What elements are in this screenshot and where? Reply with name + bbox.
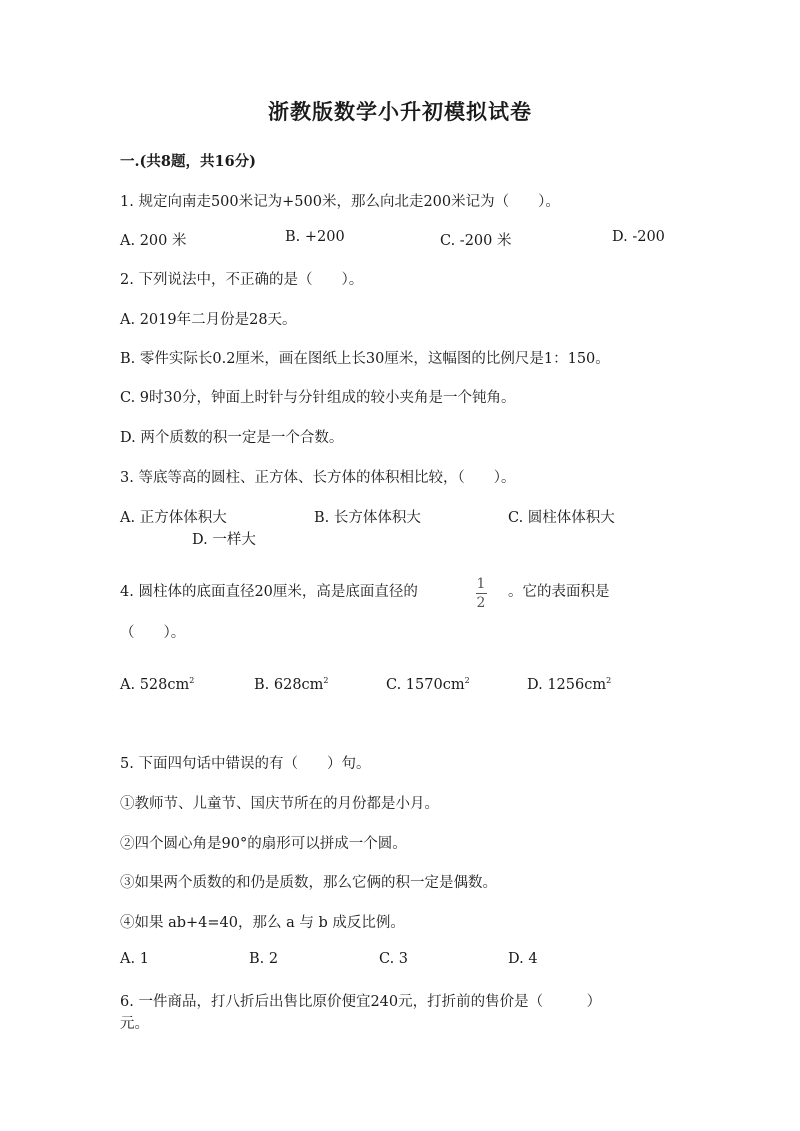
q5-option-b: B. 2 — [249, 951, 279, 967]
q5-option-d: D. 4 — [508, 951, 538, 967]
q4-option-b: B. $628cm^2$ — [254, 676, 329, 693]
q2-option-c: C. 9时30分，钟面上时针与分针组成的较小夹角是一个钝角。 — [120, 390, 516, 406]
q2-option-d: D. 两个质数的积一定是一个合数。 — [120, 430, 344, 446]
q5-statement-4: ④如果 ab+4=40，那么 a 与 b 成反比例。 — [120, 915, 405, 931]
fraction-denominator: 2 — [476, 595, 486, 611]
question-2-stem: 2. 下列说法中，不正确的是（ ）。 — [120, 272, 364, 288]
fraction-bar — [476, 593, 487, 594]
q5-statement-2: ②四个圆心角是90°的扇形可以拼成一个圆。 — [120, 836, 407, 852]
q1-option-c: C. -200 米 — [440, 233, 512, 249]
question-6-stem-continued: 元。 — [120, 1016, 149, 1032]
question-4-stem-continued: 。它的表面积是 — [508, 584, 610, 600]
fraction-numerator: 1 — [476, 576, 486, 592]
q3-option-d: D. 一样大 — [192, 532, 256, 548]
q5-option-c: C. 3 — [379, 951, 409, 967]
question-6-stem: 6. 一件商品，打八折后出售比原价便宜240元，打折前的售价是（ ） — [120, 994, 602, 1010]
q4-option-c: C. $1570cm^2$ — [386, 676, 470, 693]
question-4-blank: （ ）。 — [120, 625, 186, 641]
question-1-stem: 1. 规定向南走500米记为+500米，那么向北走200米记为（ ）。 — [120, 194, 560, 210]
q2-option-a: A. 2019年二月份是28天。 — [120, 312, 297, 328]
page-title: 浙教版数学小升初模拟试卷 — [268, 99, 532, 124]
q3-option-c: C. 圆柱体体积大 — [508, 510, 615, 526]
section-heading: 一.(共8题，共16分) — [120, 153, 257, 170]
q4-option-d: D. $1256cm^2$ — [527, 676, 612, 693]
q1-option-d: D. -200 — [612, 229, 665, 245]
q5-option-a: A. 1 — [120, 951, 149, 967]
q3-option-b: B. 长方体体积大 — [314, 510, 421, 526]
question-5-stem: 5. 下面四句话中错误的有（ ）句。 — [120, 756, 371, 772]
q1-option-b: B. +200 — [285, 229, 345, 245]
q3-option-a: A. 正方体体积大 — [120, 510, 227, 526]
q4-option-a: A. $528cm^2$ — [120, 676, 195, 693]
fraction-one-half — [470, 576, 492, 611]
question-3-stem: 3. 等底等高的圆柱、正方体、长方体的体积相比较，（ ）。 — [120, 470, 516, 486]
q5-statement-1: ①教师节、儿童节、国庆节所在的月份都是小月。 — [120, 796, 439, 812]
question-4-stem: 4. 圆柱体的底面直径20厘米，高是底面直径的 — [120, 584, 418, 600]
q2-option-b: B. 零件实际长0.2厘米，画在图纸上长30厘米，这幅图的比例尺是1：150。 — [120, 351, 610, 367]
q1-option-a: A. 200 米 — [120, 233, 187, 249]
q5-statement-3: ③如果两个质数的和仍是质数，那么它俩的积一定是偶数。 — [120, 875, 497, 891]
